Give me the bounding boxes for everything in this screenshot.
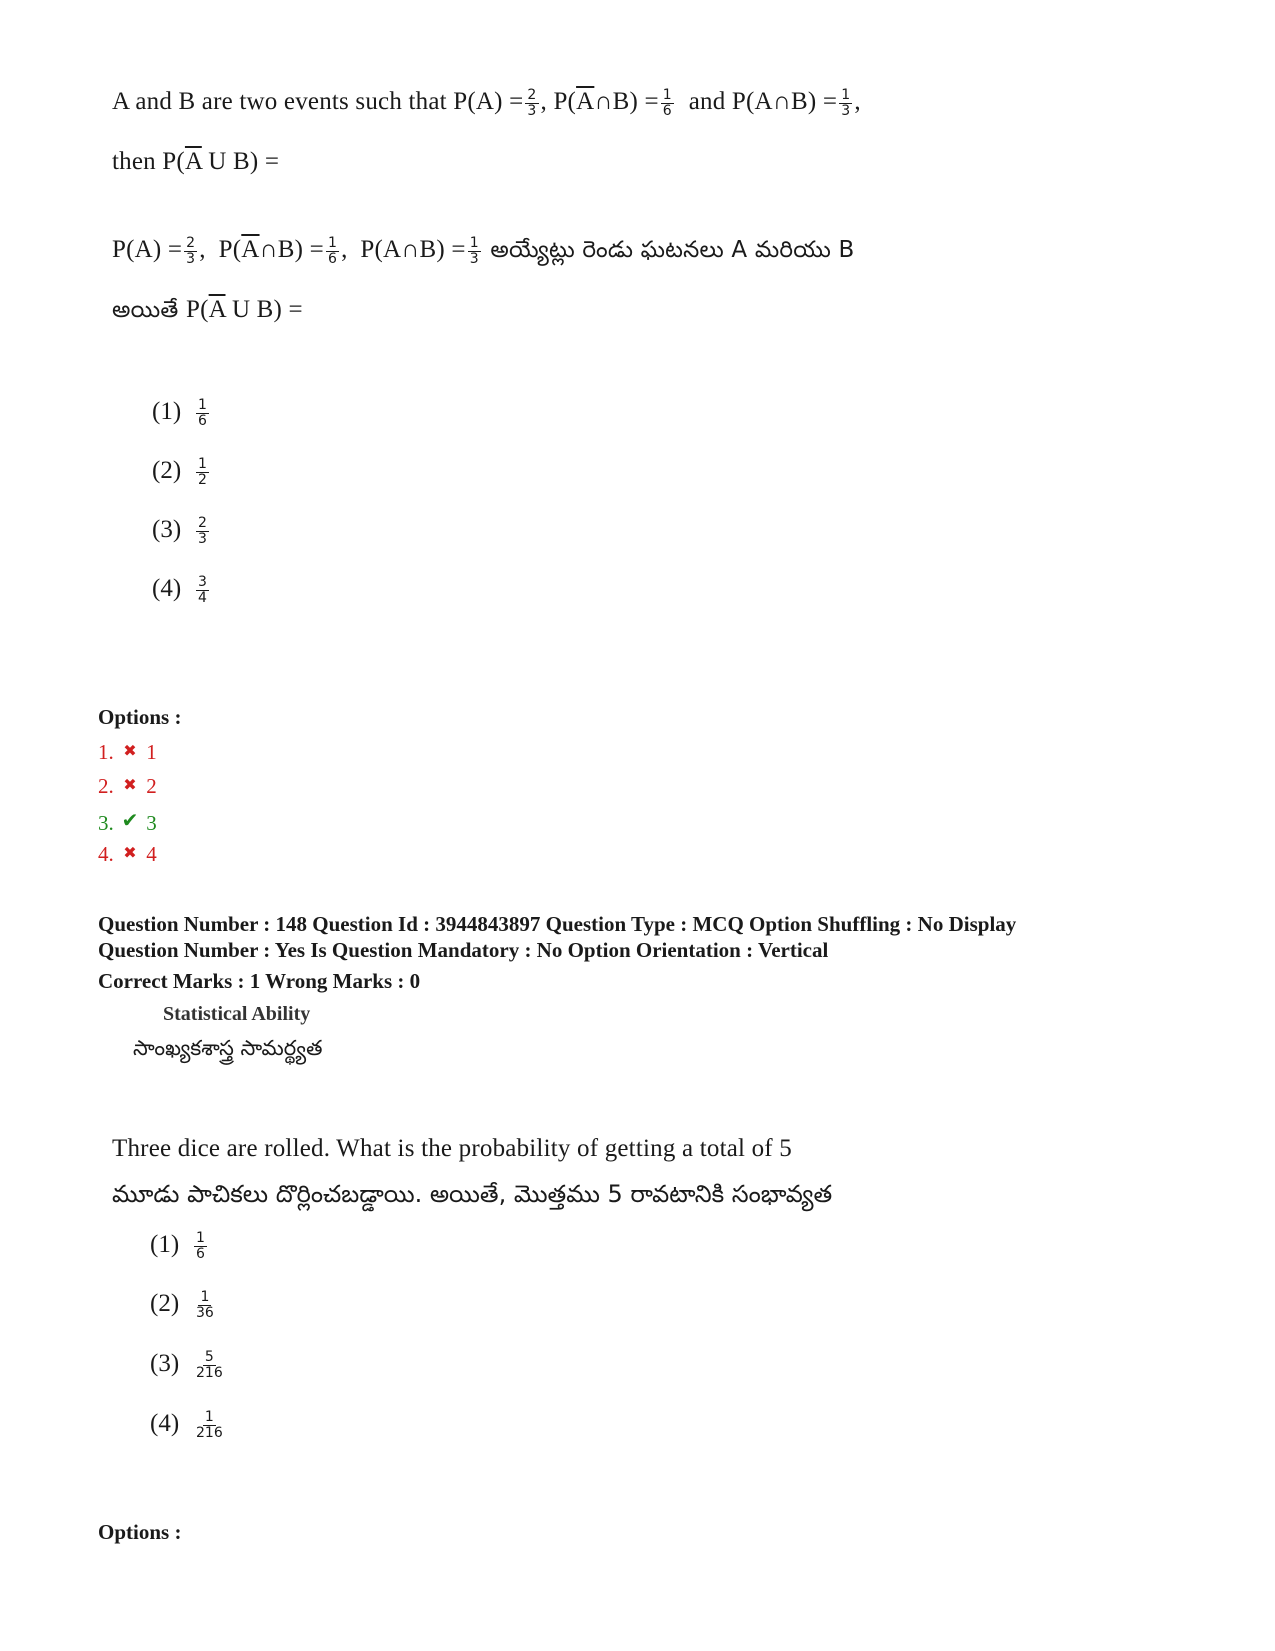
answer-index: 4. xyxy=(98,842,114,866)
p-rest: U B) = xyxy=(201,148,280,175)
denominator: 36 xyxy=(196,1305,214,1321)
answer-option-2 xyxy=(98,774,157,799)
numerator: 1 xyxy=(662,87,672,103)
denominator: 6 xyxy=(662,103,672,119)
q2-choice-1 xyxy=(150,1231,209,1262)
complement-a: $\overline{A}$ xyxy=(208,296,226,323)
choice-label: (3) xyxy=(150,1350,180,1378)
q2-choice-4 xyxy=(150,1410,227,1441)
answer-index: 3. xyxy=(98,811,114,835)
options-heading-q2: Options : xyxy=(98,1520,182,1544)
answer-value: 1 xyxy=(146,740,157,764)
check-icon: ✔ xyxy=(121,808,139,832)
section-title-telugu: సాంఖ్యకశాస్త్ర సామర్థ్యత xyxy=(133,1036,323,1060)
and-word: and xyxy=(675,88,732,116)
answer-value: 4 xyxy=(146,842,157,866)
answer-option-3 xyxy=(98,808,157,836)
choice-label: (4) xyxy=(150,1410,180,1438)
choice-label: (1) xyxy=(152,398,182,426)
complement-a: $\overline{A}$ xyxy=(184,148,202,175)
choice-label: (3) xyxy=(152,516,182,544)
denominator: 216 xyxy=(196,1425,223,1441)
q2-telugu: మూడు పాచికలు దొర్లించబడ్డాయి. అయితే, మొత్తము 5 రావటానికి సంభావ్యత xyxy=(112,1180,833,1208)
q1-te-pnab-rest: ∩B) = xyxy=(259,236,324,264)
question-meta-line2: Question Number : Yes Is Question Mandatory : No Option Orientation : Vertical xyxy=(98,938,829,962)
numerator: 1 xyxy=(198,397,207,413)
question-marks: Correct Marks : 1 Wrong Marks : 0 xyxy=(98,969,421,993)
fraction xyxy=(184,236,197,267)
q1-pnab-open: P( xyxy=(553,88,577,116)
answer-option-4 xyxy=(98,842,157,867)
fraction xyxy=(194,1410,225,1441)
fraction xyxy=(196,457,209,488)
cross-icon: ✖ xyxy=(123,741,137,760)
numerator: 1 xyxy=(200,1289,210,1305)
fraction xyxy=(525,88,538,119)
q1-telugu-line1 xyxy=(112,236,854,269)
comma: , xyxy=(854,88,861,116)
choice-label: (2) xyxy=(152,457,182,485)
q1-telugu-line2 xyxy=(112,296,303,329)
q1-te-pab: P(A∩B) = xyxy=(360,236,466,264)
q1-english-line2 xyxy=(112,148,279,176)
numerator: 1 xyxy=(327,235,338,251)
section-title-english: Statistical Ability xyxy=(163,1003,311,1025)
cross-icon: ✖ xyxy=(123,775,137,794)
q1-choice-3 xyxy=(152,516,211,547)
numerator: 2 xyxy=(527,87,537,103)
denominator: 3 xyxy=(469,251,479,267)
then-word: then xyxy=(112,148,163,175)
q1-choice-2 xyxy=(152,457,211,488)
q2-english: Three dice are rolled. What is the probability of getting a total of 5 xyxy=(112,1135,792,1162)
options-heading: Options : xyxy=(98,705,182,729)
q1-english-line1 xyxy=(112,88,861,119)
separator: , xyxy=(341,236,361,264)
q1-te-pa: P(A) = xyxy=(112,236,183,264)
q1-text: A and B are two events such that xyxy=(112,88,454,116)
numerator: 3 xyxy=(198,574,207,590)
complement-a: $\overline{A}$ xyxy=(241,236,260,264)
q1-choice-1 xyxy=(152,398,211,429)
denominator: 6 xyxy=(196,1246,205,1262)
numerator: 2 xyxy=(186,235,196,251)
numerator: 5 xyxy=(204,1349,214,1365)
q1-pnab-rest: ∩B) = xyxy=(594,88,659,116)
complement-a: $\overline{A}$ xyxy=(576,88,595,116)
fraction xyxy=(196,575,209,606)
q1-choice-4 xyxy=(152,575,211,606)
denominator: 6 xyxy=(198,413,207,429)
fraction xyxy=(661,88,674,119)
denominator: 3 xyxy=(198,531,207,547)
denominator: 3 xyxy=(186,251,196,267)
fraction xyxy=(839,88,852,119)
numerator: 1 xyxy=(469,235,479,251)
cross-icon: ✖ xyxy=(123,843,137,862)
question-meta-line1: Question Number : 148 Question Id : 3944843897 Question Type : MCQ Option Shuffling : No Display xyxy=(98,912,1017,936)
choice-label: (2) xyxy=(150,1290,180,1318)
answer-value: 3 xyxy=(146,811,157,835)
separator: , xyxy=(199,236,219,264)
denominator: 3 xyxy=(527,103,537,119)
telugu-text: అయితే xyxy=(112,297,186,323)
numerator: 2 xyxy=(198,515,207,531)
fraction xyxy=(326,236,339,267)
answer-option-1 xyxy=(98,740,157,765)
denominator: 3 xyxy=(841,103,851,119)
answer-index: 1. xyxy=(98,740,114,764)
choice-label: (4) xyxy=(152,575,182,603)
numerator: 1 xyxy=(204,1409,214,1425)
telugu-text: అయ్యేట్లు రెండు ఘటనలు A మరియు B xyxy=(482,237,855,264)
p-open: P( xyxy=(185,296,209,323)
fraction xyxy=(468,236,481,267)
q1-te-pnab-open: P( xyxy=(218,236,242,264)
q1-pa: P(A) = xyxy=(453,88,524,116)
fraction xyxy=(196,398,209,429)
numerator: 1 xyxy=(841,87,851,103)
denominator: 2 xyxy=(198,472,207,488)
denominator: 4 xyxy=(198,590,207,606)
denominator: 216 xyxy=(196,1365,223,1381)
separator: , xyxy=(540,88,554,116)
q2-choice-3 xyxy=(150,1350,227,1381)
fraction xyxy=(194,1231,207,1262)
numerator: 1 xyxy=(196,1230,205,1246)
q2-choice-2 xyxy=(150,1290,218,1321)
q1-pab: P(A∩B) = xyxy=(731,88,838,116)
answer-index: 2. xyxy=(98,774,114,798)
choice-label: (1) xyxy=(150,1231,180,1259)
p-rest: U B) = xyxy=(225,296,303,323)
denominator: 6 xyxy=(327,251,338,267)
numerator: 1 xyxy=(198,456,207,472)
fraction xyxy=(194,1290,216,1321)
fraction xyxy=(196,516,209,547)
fraction xyxy=(194,1350,225,1381)
answer-value: 2 xyxy=(146,774,157,798)
p-open: P( xyxy=(162,148,185,175)
